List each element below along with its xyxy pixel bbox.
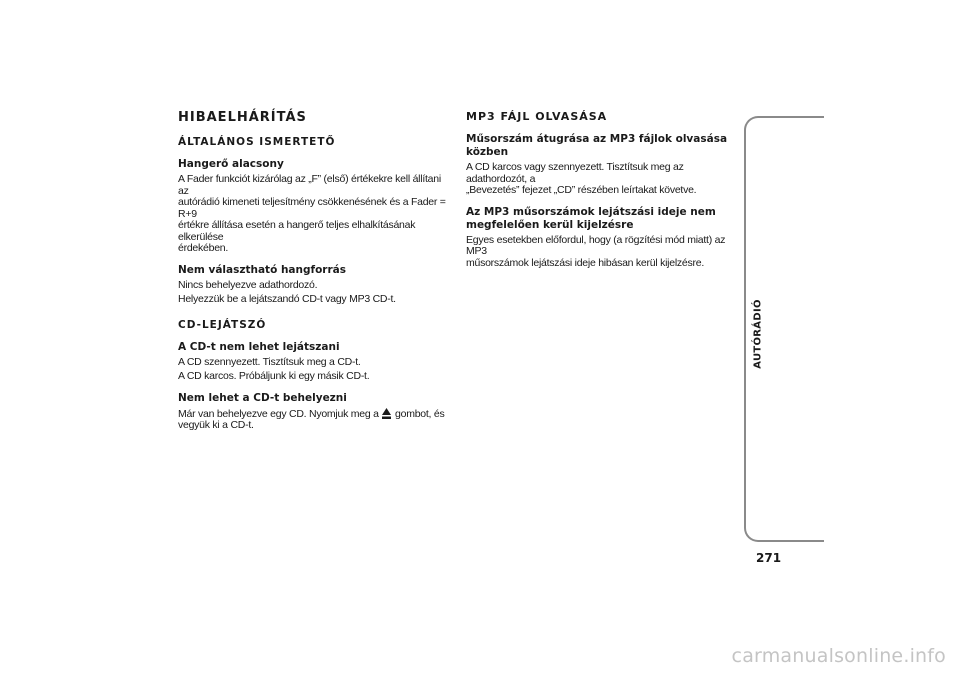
- item-body-play-time: [466, 235, 738, 270]
- text-after-icon: gombot, és: [395, 407, 445, 420]
- text-line: értékre állítása esetén a hangerő teljes elhalkításának elkerülése: [178, 219, 416, 243]
- page-number: 271: [756, 551, 782, 565]
- side-tab-text: AUTÓRÁDIÓ: [752, 299, 764, 369]
- section-heading-mp3: MP3 FÁJL OLVASÁSA: [466, 110, 608, 123]
- watermark: carmanualsonline.info: [731, 645, 946, 667]
- item-body-track-skip: [466, 162, 738, 197]
- title-line: megfelelően kerül kijelzésre: [466, 218, 634, 231]
- text-line: autórádió kimeneti teljesítmény csökkenésének és a Fader = R+9: [178, 196, 446, 220]
- text-line: műsorszámok lejátszási ideje hibásan kerül kijelzésre.: [466, 256, 705, 269]
- side-tab-label: [752, 299, 778, 369]
- section-heading-cd-player: CD-LEJÁTSZÓ: [178, 318, 267, 331]
- text-line: érdekében.: [178, 242, 229, 254]
- item-text-cd-dirty: A CD szennyezett. Tisztítsuk meg a CD-t.: [178, 355, 361, 368]
- text-line: A CD karcos vagy szennyezett. Tisztítsuk meg az adathordozót, a: [466, 161, 684, 185]
- item-title-low-volume: Hangerő alacsony: [178, 158, 284, 170]
- text-line: „Bevezetés” fejezet „CD” részében leírtakat követve.: [466, 184, 697, 196]
- item-body-low-volume: [178, 174, 450, 255]
- item-text-no-media: Nincs behelyezve adathordozó.: [178, 278, 318, 291]
- item-title-cd-not-playable: A CD-t nem lehet lejátszani: [178, 340, 340, 353]
- item-body-cd-not-insertable: [178, 408, 450, 432]
- item-text-cd-scratched: A CD karcos. Próbáljunk ki egy másik CD-t.: [178, 370, 370, 382]
- item-text-insert-cd: Helyezzük be a lejátszandó CD-t vagy MP3 CD-t.: [178, 293, 396, 305]
- eject-icon: [382, 408, 391, 419]
- right-column: [466, 110, 738, 272]
- text-line: Egyes esetekben előfordul, hogy (a rögzítési mód miatt) az MP3: [466, 233, 726, 257]
- section-heading-general: ÁLTALÁNOS ISMERTETŐ: [178, 136, 336, 148]
- text-line: A Fader funkciót kizárólag az „F” (első) értékekre kell állítani az: [178, 173, 441, 197]
- item-title-play-time: [466, 206, 738, 232]
- page-title: HIBAELHÁRÍTÁS: [178, 110, 307, 125]
- title-line: Az MP3 műsorszámok lejátszási ideje nem: [466, 205, 716, 218]
- left-column: [178, 110, 450, 435]
- text-line: vegyük ki a CD-t.: [178, 419, 254, 431]
- item-title-cd-not-insertable: Nem lehet a CD-t behelyezni: [178, 391, 347, 404]
- item-title-track-skip: Műsorszám átugrása az MP3 fájlok olvasása közben: [466, 133, 728, 158]
- item-title-no-source: Nem választható hangforrás: [178, 263, 346, 276]
- text-before-icon: Már van behelyezve egy CD. Nyomjuk meg a: [178, 407, 379, 420]
